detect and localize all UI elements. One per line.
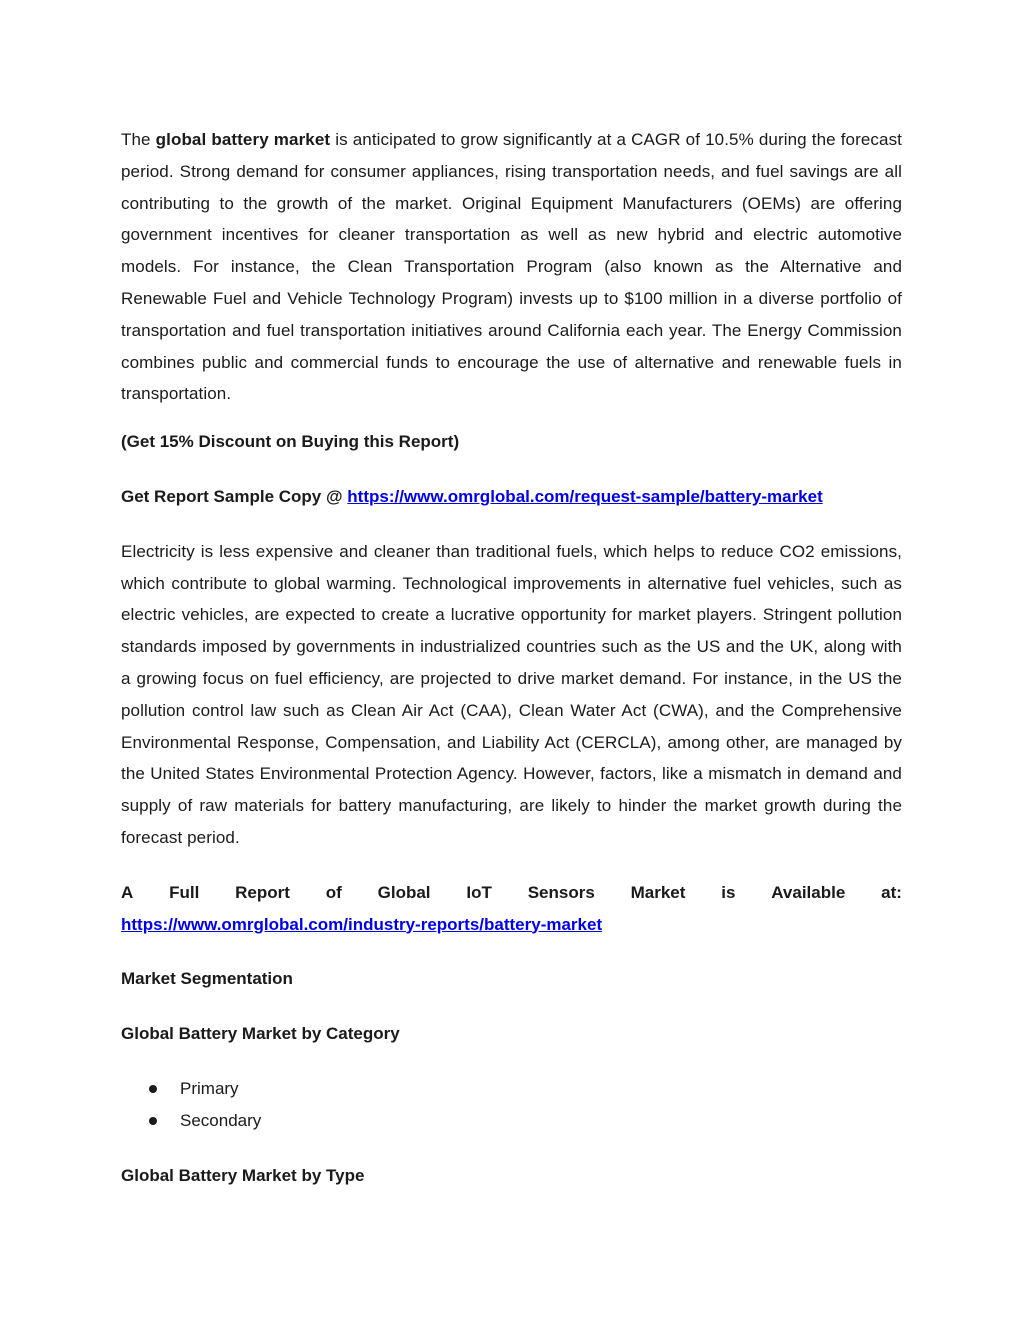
- full-report-word: is: [721, 882, 736, 902]
- sample-line: [121, 481, 902, 513]
- market-segmentation-heading: Market Segmentation: [121, 969, 293, 989]
- full-report-word: Global: [377, 882, 431, 902]
- type-heading: Global Battery Market by Type: [121, 1165, 365, 1185]
- full-report-word: Sensors: [527, 882, 595, 902]
- sample-label: Get Report Sample Copy @: [121, 486, 348, 506]
- full-report-link[interactable]: https://www.omrglobal.com/industry-reports/battery-market: [121, 914, 603, 934]
- category-heading: Global Battery Market by Category: [121, 1024, 400, 1044]
- sample-link[interactable]: https://www.omrglobal.com/request-sample/battery-market: [347, 486, 823, 506]
- full-report-word: at:: [881, 882, 902, 902]
- intro-bold-term: global battery market: [155, 130, 331, 149]
- full-report-word: Report: [235, 882, 290, 902]
- full-report-word: of: [325, 882, 342, 902]
- full-report-word: A: [121, 882, 134, 902]
- discount-line: (Get 15% Discount on Buying this Report): [121, 432, 460, 452]
- full-report-word: Available: [771, 882, 846, 902]
- list-item: [121, 1073, 902, 1105]
- bullet-icon: [149, 1117, 157, 1125]
- list-item-label: Secondary: [180, 1110, 262, 1130]
- full-report-block: [121, 877, 902, 941]
- intro-paragraph: [121, 124, 902, 410]
- intro-lead: The: [121, 130, 156, 149]
- full-report-word: Full: [169, 882, 200, 902]
- full-report-text: [121, 877, 902, 909]
- full-report-word: Market: [630, 882, 686, 902]
- list-item-label: Primary: [180, 1078, 239, 1098]
- list-item: [121, 1105, 902, 1137]
- document-page: [121, 124, 902, 1191]
- body-paragraph: Electricity is less expensive and cleaner than traditional fuels, which helps to reduce CO2 emissions, which contribute to global warming. Technological improvements in alternative fuel vehicles, such as electric vehicles, are expected to create a lucrative opportunity for market players. Stringent pollution standards imposed by governments in industrialized countries such as the US and the UK, along with a growing focus on fuel efficiency, are projected to drive market demand. For instance, in the US the pollution control law such as Clean Air Act (CAA), Clean Water Act (CWA), and the Comprehensive Environmental Response, Compensation, and Liability Act (CERCLA), among other, are managed by the United States Environmental Protection Agency. However, factors, like a mismatch in demand and supply of raw materials for battery manufacturing, are likely to hinder the market growth during the forecast period.: [121, 541, 902, 847]
- intro-rest: is anticipated to grow significantly at a CAGR of 10.5% during the forecast period. Strong demand for consumer appliances, rising transportation needs, and fuel savings are all contributing to the growth of the market. Original Equipment Manufacturers (OEMs) are offering government incentives for cleaner transportation as well as new hybrid and electric automotive models. For instance, the Clean Transportation Program (also known as the Alternative and Renewable Fuel and Vehicle Technology Program) invests up to $100 million in a diverse portfolio of transportation and fuel transportation initiatives around California each year. The Energy Commission combines public and commercial funds to encourage the use of alternative and renewable fuels in transportation.: [121, 130, 903, 404]
- full-report-word: IoT: [466, 882, 492, 902]
- bullet-icon: [149, 1085, 157, 1093]
- category-list: [121, 1073, 902, 1137]
